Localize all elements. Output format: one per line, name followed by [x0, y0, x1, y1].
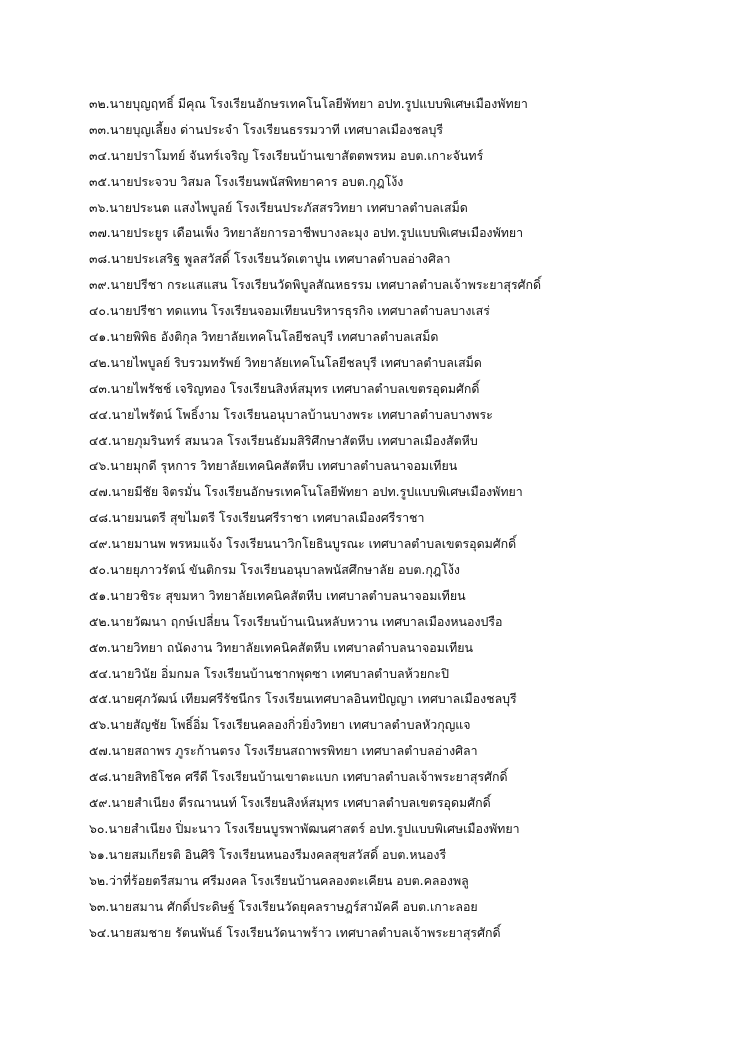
- list-item: ๔๕.นายภุมรินทร์ สมนวล โรงเรียนธัมมสิริศึกษาสัตหีบ เทศบาลเมืองสัตหีบ: [89, 432, 478, 448]
- list-item: ๔๑.นายพิพิธ อังติกุล วิทยาลัยเทคโนโลยีชลบุรี เทศบาลตำบลเสม็ด: [89, 329, 439, 345]
- list-item: ๓๖.นายประนต แสงไพบูลย์ โรงเรียนประภัสสรวิทยา เทศบาลตำบลเสม็ด: [89, 199, 468, 215]
- list-item: ๕๘.นายสิทธิโชค ศรีดี โรงเรียนบ้านเขาตะแบก เทศบาลตำบลเจ้าพระยาสุรศักดิ์: [89, 769, 508, 785]
- list-item: ๖๑.นายสมเกียรติ อินศิริ โรงเรียนหนองรีมงคลสุขสวัสดิ์ อบต.หนองรี: [89, 846, 447, 862]
- list-item: ๔๙.นายมานพ พรหมแจ้ง โรงเรียนนาวิกโยธินบูรณะ เทศบาลตำบลเขตรอุดมศักดิ์: [89, 536, 517, 552]
- list-item: ๕๕.นายศุภวัฒน์ เทียมศรีรัชนีกร โรงเรียนเทศบาลอินทปัญญา เทศบาลเมืองชลบุรี: [89, 691, 517, 707]
- list-item: ๕๑.นายวชิระ สุขมหา วิทยาลัยเทคนิคสัตหีบ เทศบาลตำบลนาจอมเทียน: [89, 587, 466, 603]
- list-item: ๔๓.นายไพรัชช์ เจริญทอง โรงเรียนสิงห์สมุทร เทศบาลตำบลเขตรอุดมศักดิ์: [89, 380, 480, 396]
- list-item: ๖๔.นายสมชาย รัตนพันธ์ โรงเรียนวัดนาพร้าว เทศบาลตำบลเจ้าพระยาสุรศักดิ์: [89, 924, 501, 940]
- list-item: ๖๐.นายสำเนียง ปิ่มะนาว โรงเรียนบูรพาพัฒนศาสตร์ อปท.รูปแบบพิเศษเมืองพัทยา: [89, 820, 520, 836]
- list-item: ๓๘.นายประเสริฐ พูลสวัสดิ์ โรงเรียนวัดเตาปูน เทศบาลตำบลอ่างศิลา: [89, 251, 451, 267]
- list-item: ๕๔.นายวินัย อิ่มกมล โรงเรียนบ้านชากพุดซา เทศบาลตำบลห้วยกะปิ: [89, 665, 450, 681]
- list-item: ๓๕.นายประจวบ วิสมล โรงเรียนพนัสพิทยาคาร อบต.กุฎโง้ง: [89, 173, 404, 189]
- list-item: ๕๖.นายสัญชัย โพธิ์อิ่ม โรงเรียนคลองกิ่วยิ่งวิทยา เทศบาลตำบลหัวกุญแจ: [89, 717, 471, 733]
- list-item: ๕๓.นายวิทยา ถนัดงาน วิทยาลัยเทคนิคสัตหีบ เทศบาลตำบลนาจอมเทียน: [89, 639, 473, 655]
- list-item: ๔๔.นายไพรัตน์ โพธิ์งาม โรงเรียนอนุบาลบ้านบางพระ เทศบาลตำบลบางพระ: [89, 406, 493, 422]
- list-item: ๖๒.ว่าที่ร้อยตรีสมาน ศรีมงคล โรงเรียนบ้านคลองตะเคียน อบต.คลองพลู: [89, 872, 469, 888]
- list-item: ๔๐.นายปรีชา ทดแทน โรงเรียนจอมเทียนบริหารธุรกิจ เทศบาลตำบลบางเสร่: [89, 303, 490, 319]
- list-item: ๕๙.นายสำเนียง ตีรณานนท์ โรงเรียนสิงห์สมุทร เทศบาลตำบลเขตรอุดมศักดิ์: [89, 795, 491, 811]
- list-item: ๔๘.นายมนตรี สุขไมตรี โรงเรียนศรีราชา เทศบาลเมืองศรีราชา: [89, 510, 425, 526]
- list-item: ๕๒.นายวัฒนา ฤกษ์เปลี่ยน โรงเรียนบ้านเนินหลับหวาน เทศบาลเมืองหนองปรือ: [89, 613, 503, 629]
- list-item: ๕๗.นายสถาพร ภูระก้านตรง โรงเรียนสถาพรพิทยา เทศบาลตำบลอ่างศิลา: [89, 743, 478, 759]
- list-item: ๓๙.นายปรีชา กระแสแสน โรงเรียนวัดพิบูลสัณหธรรม เทศบาลตำบลเจ้าพระยาสุรศักดิ์: [89, 277, 542, 293]
- list-item: ๔๒.นายไพบูลย์ ริบรวมทรัพย์ วิทยาลัยเทคโนโลยีชลบุรี เทศบาลตำบลเสม็ด: [89, 354, 482, 370]
- list-item: ๓๔.นายปราโมทย์ จันทร์เจริญ โรงเรียนบ้านเขาสัตตพรหม อบต.เกาะจันทร์: [89, 147, 484, 163]
- list-item: ๔๗.นายมีชัย จิตรมั่น โรงเรียนอักษรเทคโนโลยีพัทยา อปท.รูปแบบพิเศษเมืองพัทยา: [89, 484, 523, 500]
- list-item: ๖๓.นายสมาน ศักดิ์ประดิษฐ์ โรงเรียนวัดยุคลราษฎร์สามัคคี อบต.เกาะลอย: [89, 898, 478, 914]
- list-item: ๓๗.นายประยูร เดือนเพ็ง วิทยาลัยการอาชีพบางละมุง อปท.รูปแบบพิเศษเมืองพัทยา: [89, 225, 524, 241]
- list-item: ๓๒.นายบุญฤทธิ์ มีคุณ โรงเรียนอักษรเทคโนโลยีพัทยา อปท.รูปแบบพิเศษเมืองพัทยา: [89, 96, 528, 111]
- list-item: ๓๓.นายบุญเลี้ยง ด่านประจำ โรงเรียนธรรมวาที เทศบาลเมืองชลบุรี: [89, 121, 444, 137]
- list-item: ๔๖.นายมุกดี รุหการ วิทยาลัยเทคนิคสัตหีบ เทศบาลตำบลนาจอมเทียน: [89, 458, 458, 474]
- name-list: [0, 91, 541, 945]
- list-item: ๕๐.นายยุภาวรัตน์ ขันติกรม โรงเรียนอนุบาลพนัสศึกษาลัย อบต.กุฎโง้ง: [89, 562, 460, 578]
